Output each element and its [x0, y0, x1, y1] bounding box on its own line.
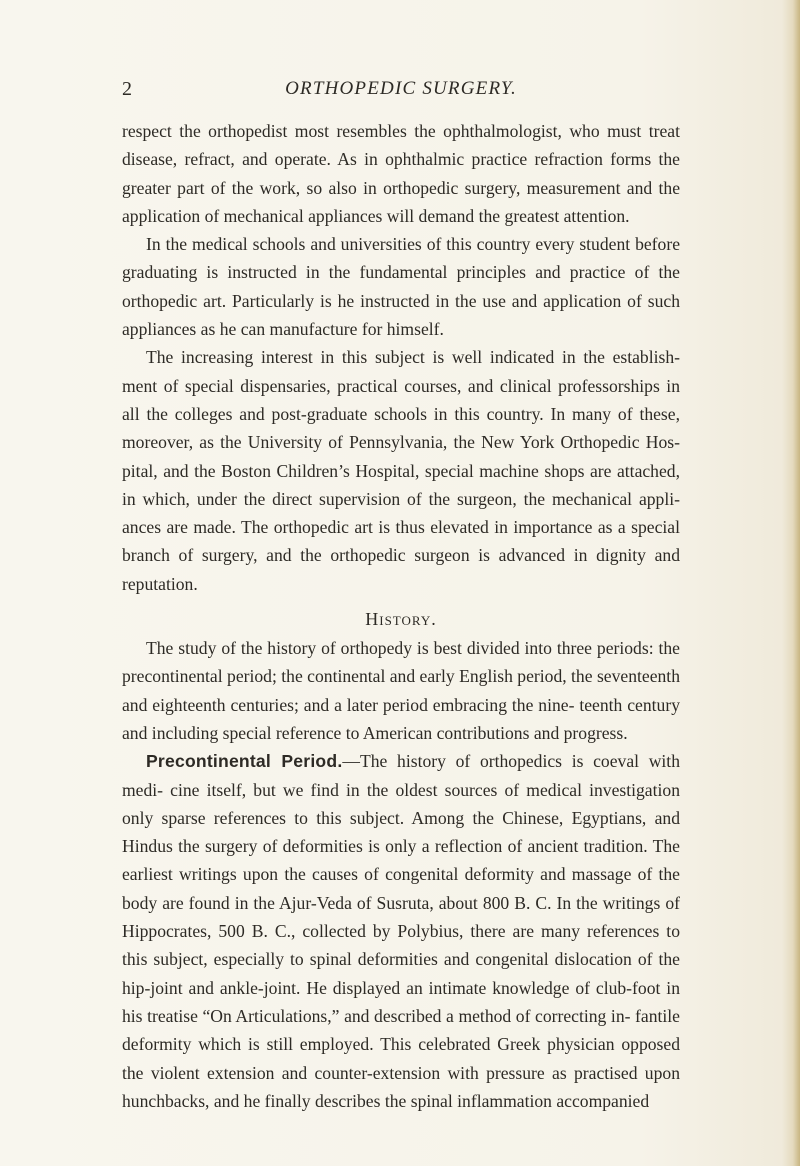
- paragraph-precontinental-period: [122, 747, 680, 1115]
- section-heading-history: History.: [365, 609, 437, 630]
- running-title: ORTHOPEDIC SURGERY.: [285, 78, 517, 99]
- paragraph-continuation: respect the orthopedist most resembles the ophthalmologist, who must treat disease, refract, and operate. As in ophthalmic practice refraction forms the greater part of the work, so also in orthopedic surgery, measurement and the application of mechanical appliances will demand the greatest attention.: [122, 121, 680, 226]
- paragraph-medical-schools: In the medical schools and universities of this country every student before graduating is instructed in the fundamental principles and practice of the orthopedic art. Particularly is he instructed in the use and application of such appliances as he can manufacture for himself.: [122, 234, 680, 340]
- paragraph-history-periods: The study of the history of orthopedy is best divided into three periods: the precontinental period; the continental and early English period, the seventeenth and eighteenth centuries; and a later period embracing the nine- teenth century and including special reference to American contributions and progress.: [122, 638, 680, 743]
- page-edge-shadow: [782, 0, 800, 1166]
- paragraph-increasing-interest: The increasing interest in this subject is well indicated in the establish- ment of special dispensaries, practical courses, and clinical professorships in all the colleges and post-graduate schools in this country. In many of these, moreover, as the University of Pennsylvania, the New York Orthopedic Hos- pital, and the Boston Children’s Hospital, special machine shops are attached, in which, under the direct supervision of the surgeon, the mechanical appli- ances are made. The orthopedic art is thus elevated in importance as a special branch of surgery, and the orthopedic surgeon is advanced in dignity and reputation.: [122, 347, 680, 594]
- run-in-heading: Precontinental Period.: [146, 751, 343, 772]
- paragraph-precontinental-text: —The history of orthopedics is coeval with medi- cine itself, but we find in the oldest sources of medical investigation only sparse references to this subject. Among the Chinese, Egyptians, and Hindus the surgery of deformities is only a reflection of ancient tradition. The earliest writings upon the causes of congenital deformity and massage of the body are found in the Ajur-Veda of Susruta, about 800 B. C. In the writings of Hippocrates, 500 B. C., collected by Polybius, there are many references to this subject, especially to spinal deformities and congenital dislocation of the hip-joint and ankle-joint. He displayed an intimate knowledge of club-foot in his treatise “On Articulations,” and described a method of correcting in- fantile deformity which is still employed. This celebrated Greek physician opposed the violent extension and counter-extension with pressure as practised upon hunchbacks, and he finally describes the spinal inflammation accompanied: [122, 751, 680, 1111]
- page-header: [122, 78, 680, 106]
- page-number: 2: [122, 78, 133, 100]
- page-body: [122, 117, 680, 1115]
